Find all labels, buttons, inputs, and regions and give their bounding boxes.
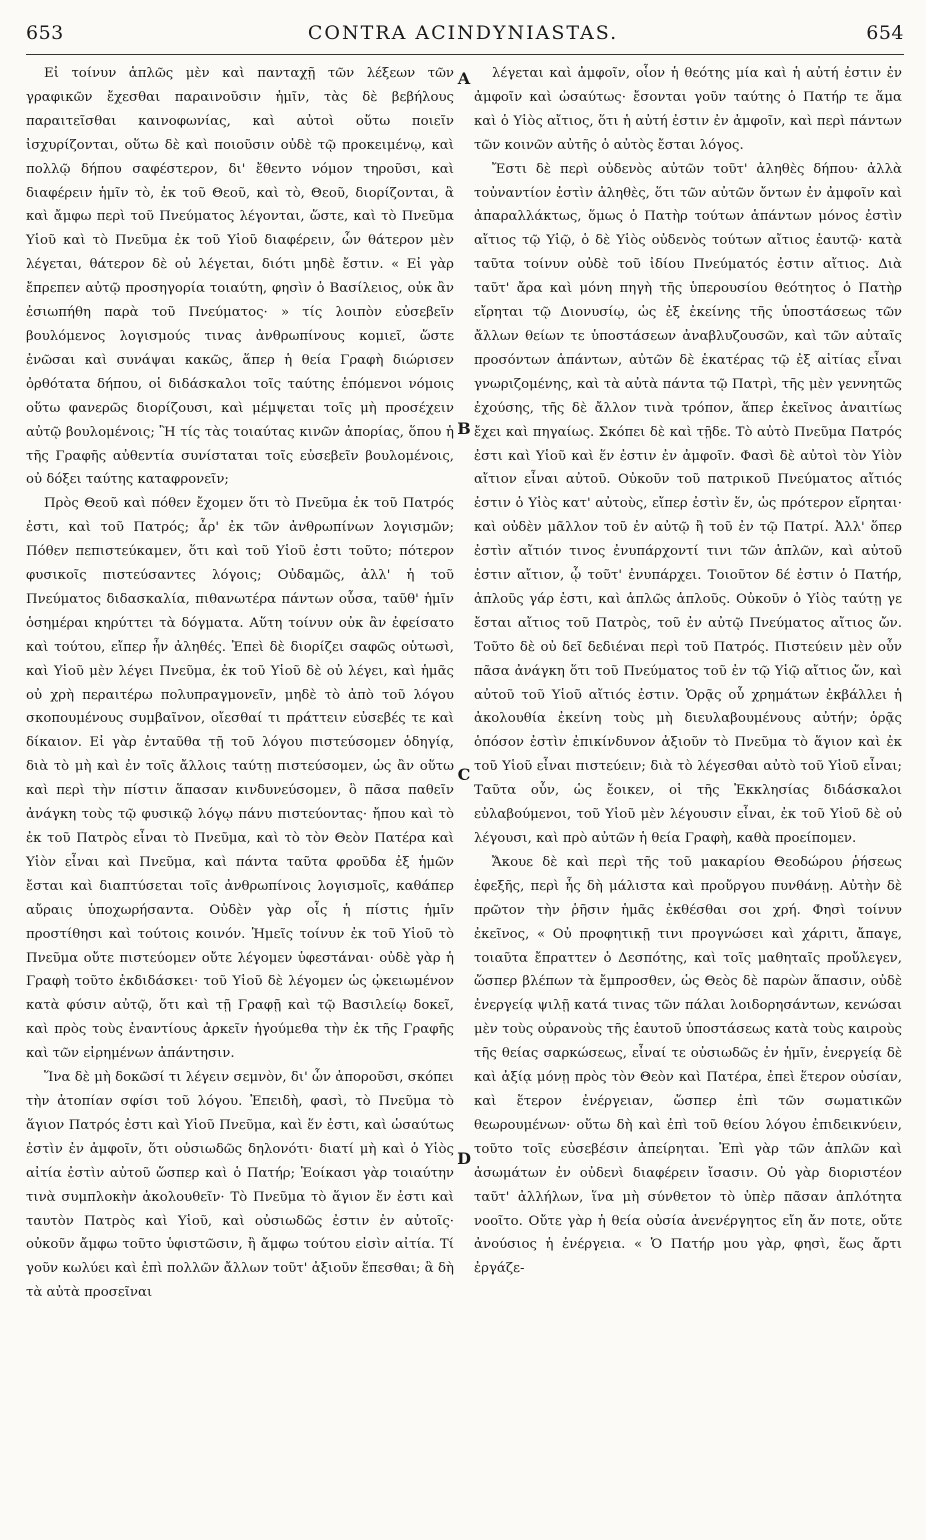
- margin-marker-b: B: [457, 419, 471, 438]
- paragraph: Ἔστι δὲ περὶ οὐδενὸς αὐτῶν τοῦτ' ἀληθὲς δήπου· ἀλλὰ τοὐναντίον ἐστὶν ἀληθὲς, ὅτι τῶν αὐτῶν ὄντων ἐν ἀμφοῖν καὶ ἀπαραλλάκτως, ὅμως ὁ Πατὴρ τούτων ἁπάντων μόνος ἐστὶν αἴτιος τῷ Υἱῷ, ὁ δὲ Υἱὸς οὐδενὸς τούτων αἴτιος ἑαυτῷ· κατὰ ταῦτα τοίνυν οὐδὲ τοῦ ἰδίου Πνεύματός ἐστιν αἴτιος. Διὰ ταῦτ' ἄρα καὶ μόνη πηγὴ τῆς ὑπερουσίου θεότητος ὁ Πατὴρ εἴρηται τῷ Διονυσίῳ, ὡς ἐξ ἐκείνης τῆς ὑποστάσεως τῶν ἄλλων θείων τε ὑποστάσεων ἀναβλυζουσῶν, καὶ τῶν αὐταῖς προσόντων ἁπάντων, αὐτῶν δὲ ἑκατέρας τῷ ἐξ αἰτίας εἶναι γνωριζομένης, καὶ τὰ αὐτὰ πάντα τῷ Πατρὶ, τῆς μὲν γεννητῶς ἐχούσης, τῆς δὲ ἄλλον τινὰ τρόπον, ἅπερ ἐκεῖνος ἀναιτίως ἔχει καὶ πηγαίως. Σκόπει δὲ καὶ τῇδε. Τὸ αὐτὸ Πνεῦμα Πατρός ἐστι καὶ Υἱοῦ καὶ ἕν ἐστιν ἐν ἀμφοῖν. Φασὶ δὲ αὐτοὶ τὸν Υἱὸν αἴτιον εἶναι αὐτοῦ. Οὐκοῦν τοῦ πατρικοῦ Πνεύματος αἴτιός ἐστιν ὁ Υἱὸς κατ' αὐτοὺς, εἴπερ ἐστὶν ἕν, ὡς πρότερον εἴρηται· καὶ οὐδὲν μᾶλλον τοῦ ἐν αὐτῷ ἢ τοῦ ἐν τῷ Πατρί. Ἀλλ' ὅπερ ἐστὶν αἴτιόν τινος ἐνυπάρχοντί τινι τῶν ἁπλῶν, καὶ αὐτοῦ ἐστιν αἴτιον, ᾧ τοῦτ' ἐνυπάρχει. Τοιοῦτον δέ ἐστιν ὁ Πατήρ, ἁπλοῦς γάρ ἐστι, καὶ ἁπλῶς ἁπλοῦς. Οὐκοῦν ὁ Υἱὸς ταύτῃ γε ἔσται αἴτιος τοῦ Πατρὸς, τοῦ ἐν αὐτῷ Πνεύματος αἴτιος ὤν. Τοῦτο δὲ οὐ δεῖ δεδιέναι περὶ τοῦ Πατρός. Πιστεύειν μὲν οὖν πᾶσα ἀνάγκη ὅτι τοῦ Πνεύματος τοῦ ἐν τῷ Υἱῷ αἴτιος ὤν, καὶ αὐτοῦ τοῦ Υἱοῦ αἴτιός ἐστιν. Ὁρᾷς οὗ χρημάτων ἐκβάλλει ἡ ἀκολουθία ἐκείνη τοὺς μὴ διευλαβουμένους αὐτήν; ὁρᾷς ὁπόσον ἐστὶν ἐπικίνδυνον ἀξιοῦν τὸ Πνεῦμα τὸ ἅγιον καὶ ἐκ τοῦ Υἱοῦ εἶναι πιστεύειν; διὰ τὸ λέγεσθαι αὐτὸ τοῦ Υἱοῦ εἶναι; Ταῦτα οὖν, ὡς ἔοικεν, οἱ τῆς Ἐκκλησίας διδάσκαλοι εὐλαβούμενοι, τοῦ Υἱοῦ μὲν λέγουσιν εἶναι, ἐκ τοῦ Υἱοῦ δὲ οὐ λέγουσι, καὶ πρὸ αὐτῶν ἡ θεία Γραφὴ, καθὰ προείπομεν.: [474, 161, 902, 846]
- paragraph: Ἵνα δὲ μὴ δοκῶσί τι λέγειν σεμνὸν, δι' ὧν ἀποροῦσι, σκόπει τὴν ἀτοπίαν σφίσι τοῦ λόγου. Ἐπειδὴ, φασὶ, τὸ Πνεῦμα τὸ ἅγιον Πατρός ἐστι καὶ Υἱοῦ Πνεῦμα, καὶ ἕν ἐστι, καὶ ὡσαύτως ἐστὶν ἐν ἀμφοῖν, ὅτι οὐσιωδῶς δηλονότι· διατί μὴ καὶ ὁ Υἱὸς αἰτία ἐστὶν αὐτοῦ ὥσπερ καὶ ὁ Πατήρ; Ἐοίκασι γὰρ τοιαύτην τινὰ συμπλοκὴν ἀκολουθεῖν· Τὸ Πνεῦμα τὸ ἅγιον ἕν ἐστι καὶ ταυτὸν Πατρὸς καὶ Υἱοῦ, καὶ οὐσιωδῶς ἐστιν ἐν αὐτοῖς· οὐκοῦν ἄμφω τοῦτο ὑφιστῶσιν, ἢ ἄμφω τούτου εἰσὶν αἰτία. Τί γοῦν κωλύει καὶ ἐπὶ πολλῶν ἄλλων τοῦτ' ἀξιοῦν ἕπεσθαι; ἃ δὴ τὰ αὐτὰ προσεῖναι: [26, 1070, 454, 1301]
- left-column: [26, 62, 454, 1305]
- page-header: [0, 0, 926, 56]
- paragraph: Ἄκουε δὲ καὶ περὶ τῆς τοῦ μακαρίου Θεοδώρου ῥήσεως ἐφεξῆς, περὶ ἧς δὴ μάλιστα καὶ προὔργου πυνθάνῃ. Αὐτὴν δὲ πρῶτον τὴν ῥῆσιν ἡμᾶς ἐκθέσθαι σοι χρή. Φησὶ τοίνυν ἐκεῖνος, « Οὐ προφητικῇ τινι προγνώσει καὶ χάριτι, ἄπαγε, τοιαῦτα ἔπραττεν ὁ Δεσπότης, καὶ τοῖς μαθηταῖς προὔλεγεν, ὥσπερ βλέπων τὰ ἔμπροσθεν, ὡς Θεὸς δὲ παρὼν ἅπασιν, οὐδὲ ἐνεργείᾳ ψιλῇ κατά τινας τῶν πάλαι λοιδορησάντων, κενώσαι μὲν τοὺς οὐρανοὺς τῆς ἑαυτοῦ ὑποστάσεως κατὰ τοὺς καιροὺς τῆς θείας σαρκώσεως, εἶναί τε οὐσιωδῶς ἐν ἡμῖν, ἐνεργείᾳ δὲ καὶ ἀξίᾳ μόνῃ πρὸς τὸν Θεὸν καὶ Πατέρα, ἐπεὶ ἕτερον οὐσίαν, καὶ ἕτερον ἐνέργειαν, ὥσπερ ἐπὶ τῶν σωματικῶν θεωρουμένων· οὕτω δὴ καὶ ἐπὶ τοῦ θείου λόγου ἐπιδεικνύειν, τοῦτο τοῖς εὐσεβέσιν ἀπείρηται. Ἐπὶ γὰρ τῶν ἁπλῶν καὶ ἀσωμάτων ἐν οὐδενὶ διαφέρειν ἴσασιν. Οὐ γὰρ διοριστέον ταῦτ' ἀλλήλων, ἵνα μὴ σύνθετον τὸ ὑπὲρ πᾶσαν ἁπλότητα νοοῖτο. Οὔτε γὰρ ἡ θεία οὐσία ἀνενέργητος εἴη ἄν ποτε, οὔτε ἀνούσιος ἡ ἐνέργεια. « Ὁ Πατήρ μου γὰρ, φησὶ, ἕως ἄρτι ἐργάζε-: [474, 854, 902, 1277]
- paragraph: λέγεται καὶ ἀμφοῖν, οἷον ἡ θεότης μία καὶ ἡ αὐτή ἐστιν ἐν ἀμφοῖν καὶ ὡσαύτως· ἔσονται γοῦν ταύτης ὁ Πατήρ τε ἅμα καὶ ὁ Υἱὸς αἴτιος, ὅτι ἡ αὐτή ἐστιν ἐν ἀμφοῖν, καὶ περὶ πάντων τῶν κοινῶν αὐτῆς ὁ αὐτὸς ἔσται λόγος.: [474, 66, 902, 153]
- right-column: [474, 62, 902, 1281]
- margin-marker-a: A: [457, 69, 471, 88]
- running-title: CONTRA ACINDYNIASTAS.: [307, 22, 619, 44]
- paragraph: Πρὸς Θεοῦ καὶ πόθεν ἔχομεν ὅτι τὸ Πνεῦμα ἐκ τοῦ Πατρός ἐστι, καὶ τοῦ Πατρός; ἆρ' ἐκ τῶν ἀνθρωπίνων λογισμῶν; Πόθεν πεπιστεύκαμεν, ὅτι καὶ τοῦ Υἱοῦ ἐστι τοῦτο; πότερον φυσικοῖς πιστεύσαντες λόγοις; Οὐδαμῶς, ἀλλ' ἡ τοῦ Πνεύματος διδασκαλία, πιθανωτέρα πάντων οὖσα, ταῦθ' ἡμῖν ὁσημέραι κηρύττει τὰ δόγματα. Αὕτη τοίνυν οὐκ ἂν ἐφείσατο καὶ τούτου, εἴπερ ἦν ἀληθές. Ἐπεὶ δὲ διορίζει σαφῶς οὑτωσὶ, καὶ Υἱοῦ μὲν λέγει Πνεῦμα, ἐκ τοῦ Υἱοῦ δὲ οὐ λέγει, καὶ ἡμᾶς οὐ χρὴ περαιτέρω πολυπραγμονεῖν, μηδὲ τὸ ἀπὸ τοῦ λόγου σκοπουμένους συμβαῖνον, οἴεσθαί τι πράττειν εὐσεβές τε καὶ δίκαιον. Εἰ γὰρ ἐνταῦθα τῇ τοῦ λόγου πιστεύσομεν ὁδηγίᾳ, διὰ τὸ μὴ καὶ ἐν τοῖς ἄλλοις ταύτῃ πιστεύσομεν, ὡς ἂν οὕτω καὶ περὶ τὴν πίστιν ἅπασαν κινδυνεύσομεν, ὃ πᾶσα παθεῖν ἀνάγκη τοὺς τῷ φυσικῷ λόγῳ πάνυ πιστεύοντας· ἤπου καὶ τὸ ἐκ τοῦ Πατρὸς εἶναι τὸ Πνεῦμα, καὶ τὸ τὸν Θεὸν Πατέρα καὶ Υἱὸν εἶναι καὶ Πνεῦμα, καὶ πάντα ταῦτα φροῦδα ἐξ ἡμῶν ἔσται καὶ διαπτύσεται τοῖς ἀνθρωπίνοις λογισμοῖς, καθάπερ αὔραις ὑποχωρήσαντα. Οὐδὲν γὰρ οἷς ἡ πίστις ἡμῖν προστίθησι καὶ τούτοις κοινόν. Ἡμεῖς τοίνυν ἐκ τοῦ Υἱοῦ τὸ Πνεῦμα οὔτε πιστεύομεν οὔτε λέγομεν ὑφεστάναι· οὐδὲ γὰρ ἡ Γραφὴ τοῦτο ἐκδιδάσκει· τοῦ Υἱοῦ δὲ λέγομεν ὡς ᾠκειωμένον κατὰ φύσιν αὐτῷ, ὅτι καὶ τῇ Γραφῇ καὶ τῷ Βασιλείῳ δοκεῖ, καὶ πρὸς τοὺς ἐναντίους ἀρκεῖν ἡγούμεθα τὴν ἐκ τῆς Γραφῆς καὶ τῶν εἰρημένων ἀπάντησιν.: [26, 496, 454, 1062]
- paragraph: Εἰ τοίνυν ἁπλῶς μὲν καὶ πανταχῇ τῶν λέξεων τῶν γραφικῶν ἔχεσθαι παραινοῦσιν ἡμῖν, τὰς δὲ βεβήλους παραιτεῖσθαι καινοφωνίας, καὶ αὐτοὶ οὕτω ποιεῖν ἰσχυρίζονται, οὕτω δὲ καὶ ποιοῦσιν οὐδὲ τῷ προκειμένῳ, καὶ πολλῷ δήπου σαφέστερον, δι' ἔθεντο νόμον τηροῦσι, καὶ διαφέρειν ἡμῖν τὸ, ἐκ τοῦ Θεοῦ, καὶ τὸ, Θεοῦ, διορίζονται, ἃ καὶ ἄμφω περὶ τοῦ Πνεύματος λέγονται, ὥστε, καὶ τὸ Πνεῦμα Υἱοῦ καὶ τὸ Πνεῦμα ἐκ τοῦ Υἱοῦ διαφέρειν, ὧν θάτερον μὲν λέγεται, θάτερον δὲ οὐ λέγεται, διότι μηδὲ ἔστιν. « Εἰ γὰρ ἔπρεπεν αὐτῷ προσηγορία τοιαύτη, φησὶν ὁ Βασίλειος, οὐκ ἂν ἐσιωπήθη παρὰ τοῦ Πνεύματος· » τίς λοιπὸν εὐσεβεῖν βουλόμενος λογισμούς τινας ἀνθρωπίνους κομιεῖ, ὥστε ἑνῶσαι καὶ συνάψαι κακῶς, ἅπερ ἡ θεία Γραφὴ διώρισεν ὀρθότατα δήπου, οἱ διδάσκαλοι τοῖς ταύτης ἑπόμενοι νόμοις οὕτω φανερῶς διορίζουσι, καὶ μέμψεται τοῖς μὴ προσέχειν αὐτῷ βουλομένοις; Ἢ τίς τὰς τοιαύτας κινῶν ἀπορίας, ὅπου ἡ τῆς Γραφῆς αὐθεντία συνίσταται τοῖς εὐσεβεῖν βουλομένοις, οὐ δόξει ταύτης καταφρονεῖν;: [26, 66, 454, 488]
- margin-marker-c: C: [457, 765, 471, 784]
- header-rule: [26, 54, 904, 55]
- margin-marker-d: D: [457, 1149, 471, 1168]
- page-number-left: 653: [26, 22, 64, 44]
- page-number-right: 654: [866, 22, 904, 44]
